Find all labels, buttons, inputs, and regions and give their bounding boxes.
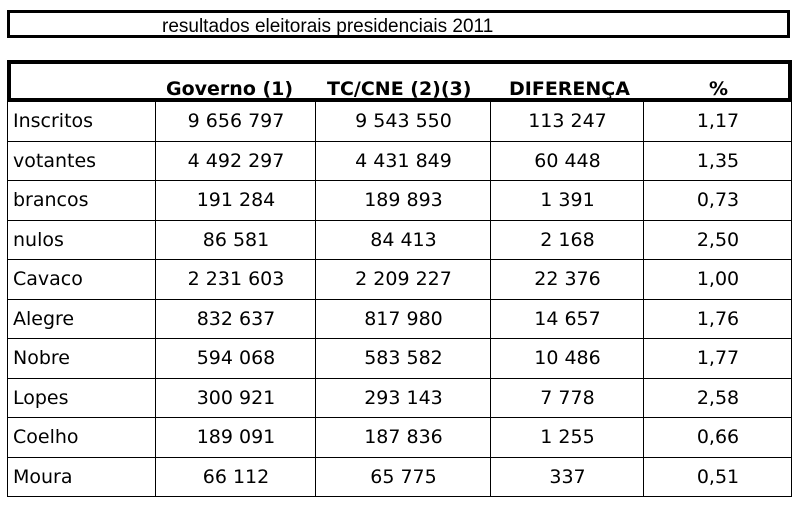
- page-title: resultados eleitorais presidenciais 2011: [162, 16, 494, 37]
- tc-cne-value: 9 543 550: [355, 110, 452, 132]
- table-row: [7, 260, 792, 300]
- governo-value: 300 921: [196, 386, 276, 409]
- row-label: Nobre: [13, 347, 70, 369]
- tc-cne-value: 187 836: [364, 426, 443, 448]
- percent-value: 2,58: [696, 386, 740, 409]
- governo-value: 2 231 603: [187, 268, 285, 290]
- governo-value: 4 492 297: [187, 149, 285, 172]
- diferenca-value: 10 486: [534, 347, 601, 369]
- diferenca-value: 1 391: [540, 189, 595, 211]
- row-label: Cavaco: [13, 268, 83, 290]
- table-body: [7, 102, 792, 497]
- table-header-row: [7, 60, 792, 102]
- diferenca-value: 337: [549, 465, 586, 488]
- row-label: Inscritos: [13, 110, 94, 132]
- header-tc-cne: TC/CNE (2)(3): [327, 78, 472, 100]
- row-label: nulos: [13, 228, 64, 251]
- governo-value: 191 284: [196, 189, 276, 211]
- table-row: [7, 458, 792, 498]
- results-table: [7, 60, 792, 497]
- tc-cne-value: 4 431 849: [355, 149, 452, 172]
- table-row: [7, 300, 792, 340]
- governo-value: 832 637: [196, 307, 276, 330]
- header-diferenca: DIFERENÇA: [509, 78, 630, 100]
- table-row: [7, 142, 792, 182]
- row-label: Lopes: [13, 386, 69, 409]
- header-percent: %: [709, 78, 729, 100]
- diferenca-value: 22 376: [534, 268, 601, 290]
- tc-cne-value: 65 775: [370, 465, 437, 488]
- tc-cne-value: 817 980: [364, 307, 443, 330]
- header-governo: Governo (1): [166, 78, 294, 100]
- table-row: [7, 339, 792, 379]
- percent-value: 1,00: [696, 268, 740, 290]
- tc-cne-value: 293 143: [364, 386, 443, 409]
- title-box: [7, 10, 790, 38]
- percent-value: 1,76: [696, 307, 740, 330]
- row-label: Coelho: [13, 426, 79, 448]
- percent-value: 0,51: [696, 465, 740, 488]
- tc-cne-value: 2 209 227: [355, 268, 452, 290]
- table-row: [7, 181, 792, 221]
- row-label: brancos: [13, 189, 89, 211]
- percent-value: 1,35: [696, 149, 740, 172]
- table-row: [7, 379, 792, 419]
- row-label: votantes: [13, 149, 97, 172]
- percent-value: 0,66: [696, 426, 740, 448]
- percent-value: 1,77: [696, 347, 740, 369]
- diferenca-value: 7 778: [540, 386, 595, 409]
- governo-value: 594 068: [196, 347, 276, 369]
- percent-value: 1,17: [696, 110, 740, 132]
- table-row: [7, 418, 792, 458]
- tc-cne-value: 583 582: [364, 347, 443, 369]
- percent-value: 0,73: [696, 189, 740, 211]
- governo-value: 9 656 797: [187, 110, 285, 132]
- row-label: Alegre: [13, 307, 75, 330]
- row-label: Moura: [13, 465, 73, 488]
- diferenca-value: 2 168: [540, 228, 595, 251]
- diferenca-value: 14 657: [534, 307, 601, 330]
- governo-value: 66 112: [202, 465, 270, 488]
- diferenca-value: 113 247: [528, 110, 607, 132]
- percent-value: 2,50: [696, 228, 740, 251]
- table-row: [7, 221, 792, 261]
- governo-value: 86 581: [202, 228, 270, 251]
- tc-cne-value: 189 893: [364, 189, 443, 211]
- governo-value: 189 091: [196, 426, 276, 448]
- diferenca-value: 60 448: [534, 149, 601, 172]
- table-row: [7, 102, 792, 142]
- tc-cne-value: 84 413: [370, 228, 437, 251]
- diferenca-value: 1 255: [540, 426, 595, 448]
